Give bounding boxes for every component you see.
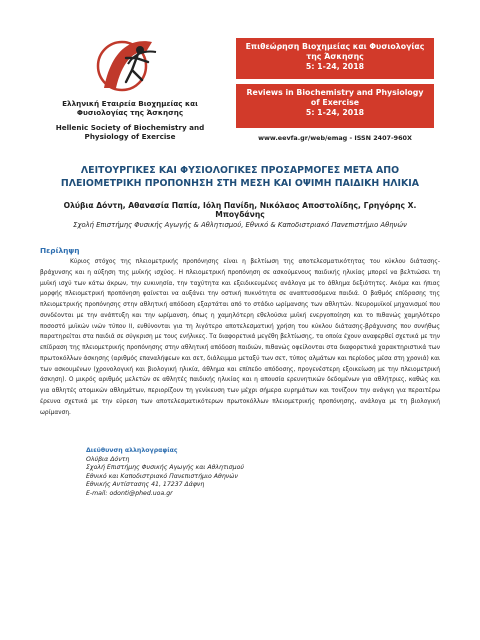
society-name-english: Hellenic Society of Biochemistry and Physiology of Exercise [55, 123, 205, 142]
article-title: ΛΕΙΤΟΥΡΓΙΚΕΣ ΚΑΙ ΦΥΣΙΟΛΟΓΙΚΕΣ ΠΡΟΣΑΡΜΟΓΕΣ ΜΕΤΑ ΑΠΟ ΠΛΕΙΟΜΕΤΡΙΚΗ ΠΡΟΠΟΝΗΣΗ ΣΤΗ ΜΕΣΗ ΚΑΙ ΟΨΙΜΗ ΠΑΙΔΙΚΗ ΗΛΙΚΙΑ [60, 165, 420, 189]
journal-box-greek [236, 38, 434, 79]
article-authors: Ολύβια Δόντη, Αθανασία Παπία, Ιόλη Πανίδη, Νικόλαος Αποστολίδης, Γρηγόρης Χ. Μπογδάνης [63, 201, 417, 219]
correspondence-address: Εθνικής Αντίστασης 41, 17237 Δάφνη [86, 481, 205, 489]
abstract-text: Κύριος στόχος της πλειομετρικής προπόνησης είναι η βελτίωση της αποτελεσματικότητας του κύκλου διάτασης-βράχυνσης και η αύξηση της μυϊκής ισχύος. Η πλειομετρική προπόνηση σε ασκούμενους παιδικής ηλικίας μπορεί να βελτιώσει τη μυϊκή ισχύ των κάτω άκρων, την ευκινησία, την ταχύτητα και εξειδικευμένες ανάλογα με το άθλημα δεξιότητες. Ακόμα και ήπιας μορφής πλειομετρική προπόνηση φαίνεται να αυξάνει την οστική πυκνότητα σε αναπτυσσόμενα παιδιά. Ο βαθμός επίδρασης της πλειομετρικής προπόνησης στην αθλητική απόδοση εξαρτάται από το στάδιο ωρίμανσης των αθλητών. Νευρομυϊκοί μηχανισμοί που συνδέονται με την ανάπτυξη και την ωρίμανση, όπως η χαμηλότερη εθελούσια μυϊκή ενεργοποίηση και το πιθανώς χαμηλότερο ποσοστό μυϊκών ινών τύπου ΙΙ, ευθύνονται για τη λιγότερο αποτελεσματική χρήση του κύκλου διάτασης-βράχυνσης που συνήθως παρατηρείται στα παιδιά σε σύγκριση με τους ενήλικες. Τα διαφορετικά μεγέθη βελτίωσης, τα οποία έχουν αναφερθεί σχετικά με την επίδραση της πλειομετρικής προπόνησης στην αθλητική απόδοση παιδιών, πιθανώς οφείλονται στα διαφορετικά χαρακτηριστικά των πρωτοκόλλων άσκησης (αριθμός επαναλήψεων και σετ, διάλειμμα μεταξύ των σετ, τύπος αλμάτων και περίοδος μέσα στη χρονιά) και των ασκουμένων (χρονολογική και βιολογική ηλικία, άθλημα και επίπεδο απόδοσης, προγενέστερη εξοικείωση με την πλειομετρική άσκηση). Ο μικρός αριθμός μελετών σε αθλητές παιδικής ηλικίας και η απουσία ερευνητικών δεδομένων για αθλήτριες, καθώς και για αθλητές ατομικών αθλημάτων, περιορίζουν τη γενίκευση των μέχρι σήμερα ευρημάτων και τονίζουν την ανάγκη για περαιτέρω έρευνα σχετικά με την εύρεση των αποτελεσματικότερων πρωτοκόλλων πλειομετρικής προπόνησης, ανάλογα με τη βιολογική ωρίμανση. [40, 259, 440, 416]
website-issn[interactable]: www.eevfa.gr/web/emag - ISSN 2407-960X [258, 134, 412, 142]
journal-issue-english: 5: 1-24, 2018 [305, 108, 365, 118]
correspondence-email[interactable]: E-mail: odonti@phed.uoa.gr [86, 489, 173, 497]
society-logo-icon [82, 28, 178, 98]
journal-issue-greek: 5: 1-24, 2018 [305, 62, 365, 72]
correspondence-block [86, 447, 386, 499]
correspondence-university: Εθνικό και Καποδιστριακό Πανεπιστήμιο Αθηνών [86, 472, 238, 480]
correspondence-heading: Διεύθυνση αλληλογραφίας [86, 447, 178, 454]
abstract-heading: Περίληψη [40, 246, 80, 255]
journal-name-greek: Επιθεώρηση Βιοχημείας και Φυσιολογίας της Άσκησης [245, 42, 425, 62]
journal-box-english [236, 84, 434, 128]
journal-name-english: Reviews in Biochemistry and Physiology of Exercise [246, 88, 424, 108]
correspondence-school: Σχολή Επιστήμης Φυσικής Αγωγής και Αθλητισμού [86, 464, 244, 472]
article-affiliation: Σχολή Επιστήμης Φυσικής Αγωγής & Αθλητισμού, Εθνικό & Καποδιστριακό Πανεπιστήμιο Αθηνών [73, 221, 407, 229]
society-name-greek: Ελληνική Εταιρεία Βιοχημείας και Φυσιολογίας της Άσκησης [62, 99, 198, 118]
correspondence-name: Ολύβια Δόντη [86, 455, 130, 463]
